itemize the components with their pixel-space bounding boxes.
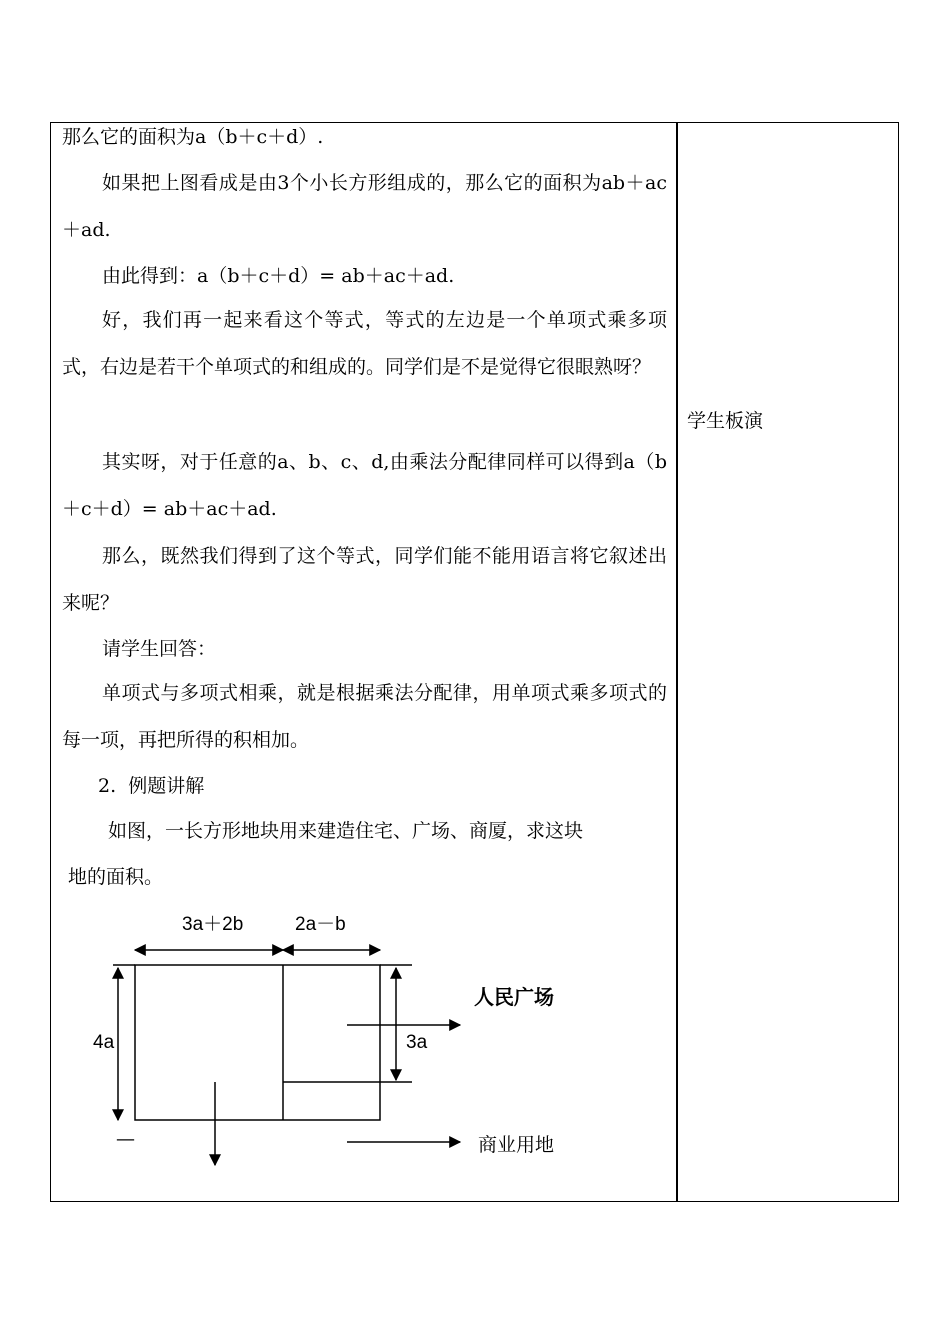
paragraph-equation-result: 由此得到：a（b＋c＋d）= ab＋ac＋ad. — [102, 265, 455, 287]
plot-outline — [135, 965, 380, 1120]
paragraph-describe-question: 那么，既然我们得到了这个等式，同学们能不能用语言将它叙述出来呢？ — [62, 545, 667, 614]
stray-dash-mark: — — [116, 1128, 135, 1150]
paragraph-three-rectangles: 如果把上图看成是由3个小长方形组成的，那么它的面积为ab＋ac＋ad. — [62, 172, 667, 241]
paragraph-example-problem: 如图，一长方形地块用来建造住宅、广场、商厦，求这块 — [102, 820, 584, 842]
paragraph-example-problem-cont: 地的面积。 — [62, 866, 164, 888]
side-note-student-board: 学生板演 — [687, 410, 764, 432]
label-commercial-land: 商业用地 — [478, 1134, 555, 1156]
label-people-square: 人民广场 — [474, 985, 554, 1009]
label-4a: 4a — [93, 1032, 115, 1053]
label-3a-plus-2b: 3a＋2b — [182, 914, 244, 935]
paragraph-distributive-law: 其实呀，对于任意的a、b、c、d,由乘法分配律同样可以得到a（b＋c＋d）= ab＋ac＋ad. — [62, 451, 667, 520]
label-3a: 3a — [406, 1032, 428, 1053]
paragraph-rule-statement: 单项式与多项式相乘，就是根据乘法分配律，用单项式乘多项式的每一项，再把所得的积相加。 — [62, 682, 667, 751]
paragraph-look-at-equation: 好，我们再一起来看这个等式，等式的左边是一个单项式乘多项式，右边是若干个单项式的和组成的。同学们是不是觉得它很眼熟呀？ — [62, 309, 667, 378]
paragraph-ask-students: 请学生回答： — [102, 638, 217, 660]
paragraph-area-total: 那么它的面积为a（b＋c＋d）. — [62, 126, 324, 148]
section-heading-example: 2. 例题讲解 — [98, 775, 205, 797]
label-2a-minus-b: 2a－b — [295, 914, 346, 935]
